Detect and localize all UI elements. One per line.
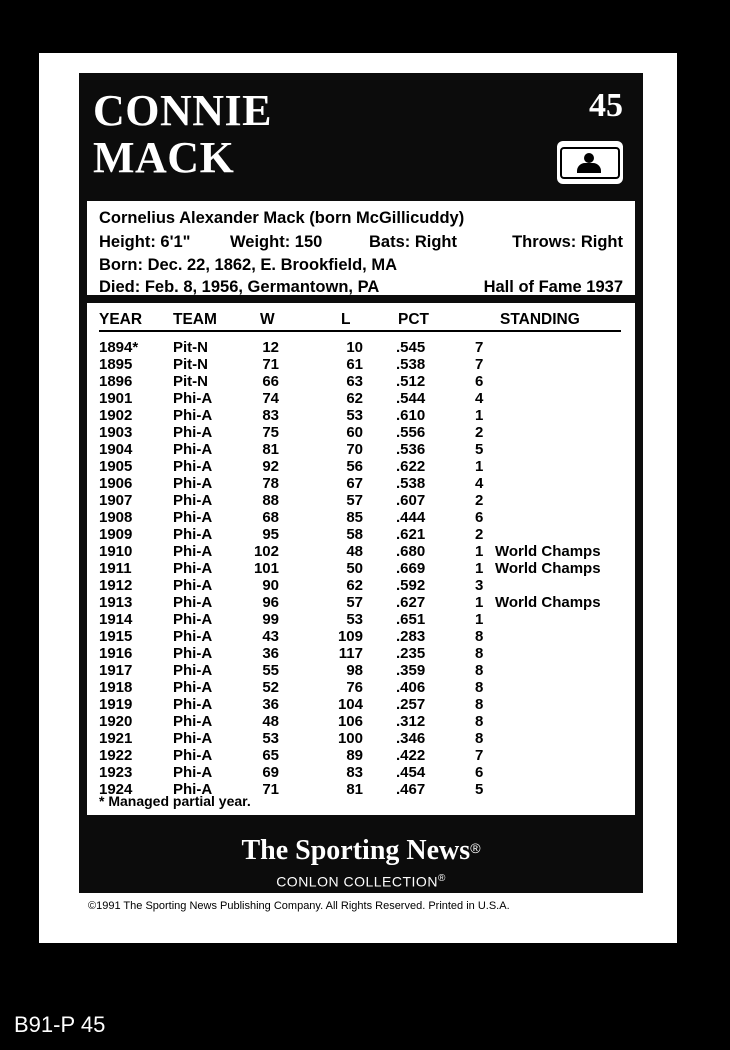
table-row (87, 441, 635, 458)
cell-w: 74 (262, 390, 279, 407)
table-row (87, 390, 635, 407)
cell-team: Phi-A (173, 441, 213, 458)
cell-team: Phi-A (173, 509, 213, 526)
bio-bats: Bats: Right (369, 233, 457, 251)
cell-standing: 6 (475, 509, 484, 526)
bio-died: Died: Feb. 8, 1956, Germantown, PA (99, 278, 380, 296)
cell-pct: .622 (396, 458, 426, 475)
cell-pct: .346 (396, 730, 426, 747)
cell-pct: .607 (396, 492, 426, 509)
cell-year: 1907 (99, 492, 133, 509)
cell-standing: 2 (475, 492, 484, 509)
cell-year: 1923 (99, 764, 133, 781)
cell-team: Phi-A (173, 628, 213, 645)
card-frame (79, 73, 643, 893)
cell-standing: 2 (475, 526, 484, 543)
cell-team: Phi-A (173, 764, 213, 781)
cell-standing: 3 (475, 577, 484, 594)
cell-standing: 1 (475, 594, 484, 611)
cell-standing: 8 (475, 628, 484, 645)
cell-pct: .538 (396, 475, 426, 492)
cell-standing: 7 (475, 747, 484, 764)
card-number: 45 (589, 87, 623, 124)
cell-team: Phi-A (173, 781, 213, 798)
cell-l: 62 (346, 390, 363, 407)
copyright-text: ©1991 The Sporting News Publishing Company. All Rights Reserved. Printed in U.S.A. (88, 900, 510, 912)
cell-team: Phi-A (173, 543, 213, 560)
cell-team: Pit-N (173, 339, 208, 356)
player-name (93, 87, 272, 181)
cell-l: 104 (337, 696, 363, 713)
header-pct: PCT (398, 311, 429, 328)
footnote: * Managed partial year. (99, 793, 251, 809)
mlb-logo-icon (557, 141, 623, 184)
cell-team: Phi-A (173, 577, 213, 594)
bio-born: Born: Dec. 22, 1862, E. Brookfield, MA (99, 256, 397, 274)
cell-w: 88 (262, 492, 279, 509)
cell-pct: .359 (396, 662, 426, 679)
cell-l: 83 (346, 764, 363, 781)
cell-team: Phi-A (173, 594, 213, 611)
cell-w: 92 (262, 458, 279, 475)
header-year: YEAR (99, 311, 143, 328)
cell-w: 99 (262, 611, 279, 628)
cell-w: 43 (262, 628, 279, 645)
cell-standing: 8 (475, 679, 484, 696)
cell-year: 1905 (99, 458, 133, 475)
cell-note: World Champs (495, 560, 601, 577)
cell-l: 70 (346, 441, 363, 458)
player-first-name: CONNIE (93, 86, 273, 135)
header-l: L (341, 311, 351, 328)
cell-team: Phi-A (173, 611, 213, 628)
cell-pct: .545 (396, 339, 426, 356)
cell-team: Phi-A (173, 475, 213, 492)
table-row (87, 407, 635, 424)
cell-standing: 4 (475, 390, 484, 407)
image-caption: B91-P 45 (14, 1012, 106, 1037)
cell-year: 1906 (99, 475, 133, 492)
table-row (87, 526, 635, 543)
cell-year: 1913 (99, 594, 133, 611)
bio-weight: Weight: 150 (230, 233, 323, 251)
cell-pct: .406 (396, 679, 426, 696)
cell-pct: .536 (396, 441, 426, 458)
cell-pct: .467 (396, 781, 426, 798)
cell-l: 56 (346, 458, 363, 475)
cell-year: 1914 (99, 611, 133, 628)
bio-throws: Throws: Right (512, 233, 623, 251)
cell-pct: .444 (396, 509, 426, 526)
cell-w: 65 (262, 747, 279, 764)
cell-pct: .283 (396, 628, 426, 645)
cell-standing: 8 (475, 662, 484, 679)
table-row (87, 458, 635, 475)
cell-year: 1903 (99, 424, 133, 441)
cell-year: 1911 (99, 560, 132, 577)
cell-note: World Champs (495, 594, 601, 611)
cell-standing: 6 (475, 764, 484, 781)
cell-year: 1910 (99, 543, 133, 560)
cell-standing: 5 (475, 441, 484, 458)
cell-l: 57 (346, 492, 363, 509)
cell-standing: 2 (475, 424, 484, 441)
bio-panel (87, 201, 635, 295)
cell-team: Phi-A (173, 492, 213, 509)
cell-w: 78 (262, 475, 279, 492)
header-w: W (260, 311, 275, 328)
cell-l: 117 (338, 645, 363, 662)
cell-pct: .592 (396, 577, 426, 594)
cell-l: 48 (346, 543, 363, 560)
collection-registered-mark: ® (437, 873, 446, 884)
cell-standing: 1 (475, 458, 484, 475)
cell-w: 71 (262, 781, 279, 798)
cell-w: 55 (262, 662, 279, 679)
table-row (87, 339, 635, 356)
table-row (87, 373, 635, 390)
table-row (87, 509, 635, 526)
cell-pct: .422 (396, 747, 426, 764)
cell-l: 10 (346, 339, 363, 356)
cell-team: Phi-A (173, 390, 213, 407)
cell-w: 36 (262, 696, 279, 713)
cell-w: 53 (262, 730, 279, 747)
table-row (87, 662, 635, 679)
table-row (87, 577, 635, 594)
cell-year: 1915 (99, 628, 133, 645)
cell-standing: 8 (475, 645, 484, 662)
cell-team: Phi-A (173, 696, 213, 713)
cell-team: Phi-A (173, 458, 213, 475)
header-standing: STANDING (500, 311, 580, 328)
table-row (87, 356, 635, 373)
cell-l: 109 (337, 628, 363, 645)
table-row (87, 696, 635, 713)
table-row (87, 730, 635, 747)
cell-year: 1908 (99, 509, 133, 526)
cell-w: 69 (262, 764, 279, 781)
cell-w: 71 (262, 356, 279, 373)
cell-l: 50 (346, 560, 363, 577)
brand-logo (79, 835, 643, 867)
table-row (87, 475, 635, 492)
cell-pct: .621 (396, 526, 426, 543)
cell-l: 62 (346, 577, 363, 594)
cell-standing: 8 (475, 696, 484, 713)
player-last-name: MACK (93, 133, 235, 182)
cell-pct: .257 (396, 696, 426, 713)
cell-pct: .312 (396, 713, 426, 730)
cell-pct: .669 (396, 560, 426, 577)
table-row (87, 645, 635, 662)
cell-w: 95 (262, 526, 279, 543)
cell-year: 1918 (99, 679, 133, 696)
table-row (87, 747, 635, 764)
cell-pct: .627 (396, 594, 426, 611)
cell-l: 106 (337, 713, 363, 730)
cell-year: 1902 (99, 407, 133, 424)
cell-team: Phi-A (173, 424, 213, 441)
brand-name: The Sporting News (241, 835, 471, 866)
cell-year: 1919 (99, 696, 133, 713)
table-row (87, 424, 635, 441)
cell-pct: .680 (396, 543, 426, 560)
cell-year: 1916 (99, 645, 133, 662)
cell-year: 1917 (99, 662, 133, 679)
cell-w: 75 (262, 424, 279, 441)
table-row (87, 764, 635, 781)
cell-pct: .610 (396, 407, 426, 424)
cell-standing: 8 (475, 713, 484, 730)
cell-l: 81 (346, 781, 363, 798)
cell-standing: 1 (475, 560, 484, 577)
cell-standing: 7 (475, 339, 484, 356)
cell-standing: 1 (475, 407, 484, 424)
cell-l: 61 (346, 356, 363, 373)
cell-l: 60 (346, 424, 363, 441)
cell-l: 53 (346, 611, 363, 628)
table-row (87, 492, 635, 509)
stats-table (87, 303, 635, 815)
cell-team: Phi-A (173, 730, 213, 747)
baseball-card-back (39, 53, 677, 943)
cell-year: 1894* (99, 339, 139, 356)
cell-year: 1922 (99, 747, 133, 764)
brand-registered-mark: ® (470, 840, 481, 856)
cell-l: 76 (346, 679, 363, 696)
cell-team: Phi-A (173, 713, 213, 730)
table-row (87, 679, 635, 696)
cell-team: Pit-N (173, 373, 208, 390)
cell-w: 36 (262, 645, 279, 662)
bio-full-name: Cornelius Alexander Mack (born McGillicuddy) (99, 209, 465, 227)
table-row (87, 628, 635, 645)
cell-w: 96 (262, 594, 279, 611)
cell-pct: .538 (396, 356, 426, 373)
cell-w: 12 (262, 339, 279, 356)
cell-standing: 6 (475, 373, 484, 390)
cell-team: Phi-A (173, 645, 213, 662)
cell-l: 100 (337, 730, 363, 747)
cell-pct: .235 (396, 645, 426, 662)
cell-standing: 7 (475, 356, 484, 373)
cell-year: 1901 (99, 390, 133, 407)
bio-height: Height: 6'1" (99, 233, 191, 251)
cell-standing: 1 (475, 543, 484, 560)
cell-w: 52 (262, 679, 279, 696)
cell-team: Phi-A (173, 747, 213, 764)
cell-team: Phi-A (173, 662, 213, 679)
cell-year: 1920 (99, 713, 133, 730)
table-row (87, 543, 635, 560)
cell-standing: 5 (475, 781, 484, 798)
cell-l: 98 (346, 662, 363, 679)
cell-l: 53 (346, 407, 363, 424)
cell-pct: .544 (396, 390, 426, 407)
cell-l: 63 (346, 373, 363, 390)
cell-pct: .512 (396, 373, 426, 390)
cell-pct: .651 (396, 611, 426, 628)
cell-year: 1896 (99, 373, 133, 390)
table-row (87, 560, 635, 577)
cell-l: 85 (346, 509, 363, 526)
cell-team: Phi-A (173, 679, 213, 696)
cell-team: Phi-A (173, 526, 213, 543)
cell-w: 48 (262, 713, 279, 730)
cell-pct: .556 (396, 424, 426, 441)
table-row (87, 594, 635, 611)
header-team: TEAM (173, 311, 217, 328)
collection-name (79, 873, 643, 890)
cell-standing: 4 (475, 475, 484, 492)
header-divider (99, 330, 621, 332)
cell-l: 58 (346, 526, 363, 543)
collection-label: CONLON COLLECTION (276, 873, 438, 890)
cell-team: Phi-A (173, 407, 213, 424)
table-row (87, 611, 635, 628)
cell-w: 68 (262, 509, 279, 526)
cell-l: 67 (346, 475, 363, 492)
cell-l: 57 (346, 594, 363, 611)
cell-team: Phi-A (173, 560, 213, 577)
cell-year: 1904 (99, 441, 133, 458)
cell-w: 90 (262, 577, 279, 594)
cell-w: 101 (253, 560, 279, 577)
table-row (87, 713, 635, 730)
cell-w: 81 (262, 441, 279, 458)
cell-standing: 8 (475, 730, 484, 747)
bio-hall-of-fame: Hall of Fame 1937 (483, 278, 623, 296)
cell-year: 1895 (99, 356, 133, 373)
cell-note: World Champs (495, 543, 601, 560)
cell-w: 102 (253, 543, 279, 560)
cell-pct: .454 (396, 764, 426, 781)
cell-team: Pit-N (173, 356, 208, 373)
cell-year: 1912 (99, 577, 133, 594)
cell-w: 66 (262, 373, 279, 390)
cell-year: 1924 (99, 781, 133, 798)
cell-standing: 1 (475, 611, 484, 628)
cell-l: 89 (346, 747, 363, 764)
cell-year: 1909 (99, 526, 133, 543)
cell-year: 1921 (99, 730, 133, 747)
cell-w: 83 (262, 407, 279, 424)
